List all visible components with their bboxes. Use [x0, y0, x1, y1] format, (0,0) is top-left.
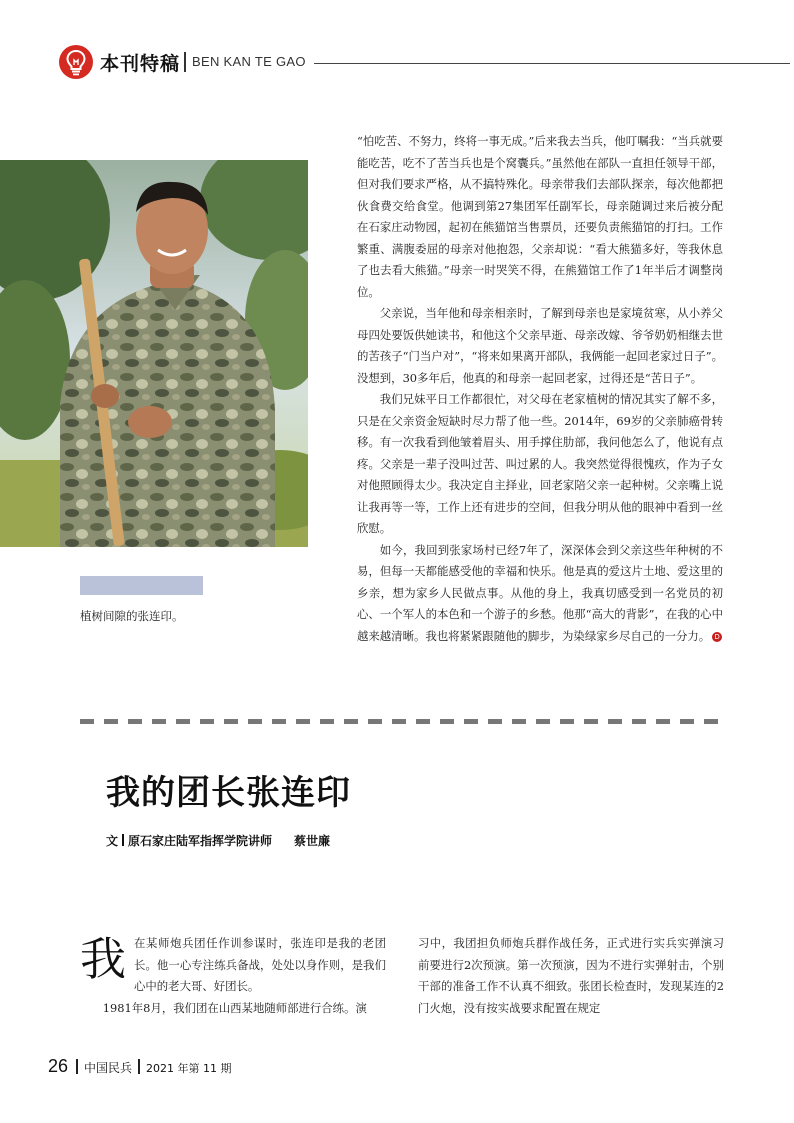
page-number: 26 — [48, 1056, 69, 1076]
drop-cap: 我 — [80, 932, 126, 986]
footer-divider — [76, 1059, 78, 1074]
issue-label: 2021 年第 11 期 — [146, 1062, 232, 1075]
paragraph: 父亲说，当年他和母亲相亲时，了解到母亲也是家境贫寒，从小养父母四处要饭供她读书，和他这个父亲早逝、母亲改嫁、爷爷奶奶相继去世的苦孩子“门当户对”，“将来如果离开部队，我俩能一起回老家过日子”。没想到，30多年后，他真的和母亲一起回老家，过得还是“苦日子”。 — [357, 306, 723, 385]
lightbulb-icon — [58, 44, 94, 80]
paragraph: 1981年8月，我们团在山西某地随师部进行合练。演 — [102, 1000, 367, 1015]
magazine-name: 中国民兵 — [84, 1061, 133, 1075]
end-mark-icon: D — [712, 632, 722, 642]
byline-prefix: 文 — [106, 834, 119, 848]
paragraph: 在某师炮兵团任作训参谋时，张连印是我的老团长。他一心专注练兵备战，处处以身作则，是我们心中的老大哥、好团长。 — [134, 936, 386, 993]
article-title: 我的团长张连印 — [106, 773, 351, 813]
paragraph — [357, 540, 723, 648]
byline-divider — [122, 834, 124, 846]
header-divider — [184, 52, 186, 72]
article-continuation — [357, 131, 723, 647]
article-column-1 — [80, 933, 386, 1019]
byline-author: 蔡世廉 — [294, 834, 331, 848]
section-title-en: BEN KAN TE GAO — [192, 54, 306, 69]
footer-divider — [138, 1059, 140, 1074]
paragraph-text: 如今，我回到张家场村已经7年了，深深体会到父亲这些年种树的不易，但每一天都能感受他的幸福和快乐。他是真的爱这片土地、爱这里的乡亲，想为家乡人民做点事。从他的身上，我真切感受到一名党员的初心、一个军人的本色和一个游子的乡愁。他那“高大的背影”，在我的心中越来越清晰。我也将紧紧跟随他的脚步，为染绿家乡尽自己的一分力。 — [357, 542, 723, 643]
header-rule — [314, 63, 790, 64]
paragraph: “怕吃苦、不努力，终将一事无成。”后来我去当兵，他叮嘱我：“当兵就要能吃苦，吃不了苦当兵也是个窝囊兵。”虽然他在部队一直担任领导干部，但对我们要求严格，从不搞特殊化。母亲带我们去部队探亲，每次他都把伙食费交给食堂。他调到第27集团军任副军长，母亲随调过来后被分配在石家庄动物园，起初在熊猫馆当售票员，还要负责熊猫馆的打扫。工作繁重、满腹委屈的母亲对他抱怨，父亲却说：“看大熊猫多好，等我休息了也去看大熊猫。”母亲一时哭笑不得，在熊猫馆工作了1年半后才调整岗位。 — [357, 134, 723, 299]
section-title: 本刊特稿 — [100, 53, 181, 75]
photo-caption: 植树间隙的张连印。 — [80, 609, 184, 623]
dashed-divider — [80, 719, 720, 724]
byline — [106, 832, 330, 849]
article-column-2 — [418, 933, 724, 1019]
portrait-photo — [0, 160, 308, 547]
paragraph: 习中，我团担负师炮兵群作战任务，正式进行实兵实弹演习前要进行2次预演。第一次预演，因为不进行实弹射击，个别干部的准备工作不认真不细致。张团长检查时，发现某连的2门火炮，没有按实战要求配置在规定 — [418, 936, 724, 1015]
caption-color-bar — [80, 576, 203, 595]
byline-affiliation: 原石家庄陆军指挥学院讲师 — [128, 834, 273, 848]
paragraph: 我们兄妹平日工作都很忙，对父母在老家植树的情况其实了解不多，只是在父亲资金短缺时尽力帮了他一些。2014年，69岁的父亲肺癌骨转移。有一次我看到他皱着眉头、用手撑住肋部，我问他怎么了，他说有点疼。父亲是一辈子没叫过苦、叫过累的人。我突然觉得很愧疚，作为子女对他照顾得太少。我决定自主择业，回老家陪父亲一起种树。父亲嘴上说让我再等一等，工作上还有进步的空间，但我分明从他的眼神中看到一丝欣慰。 — [357, 392, 723, 535]
